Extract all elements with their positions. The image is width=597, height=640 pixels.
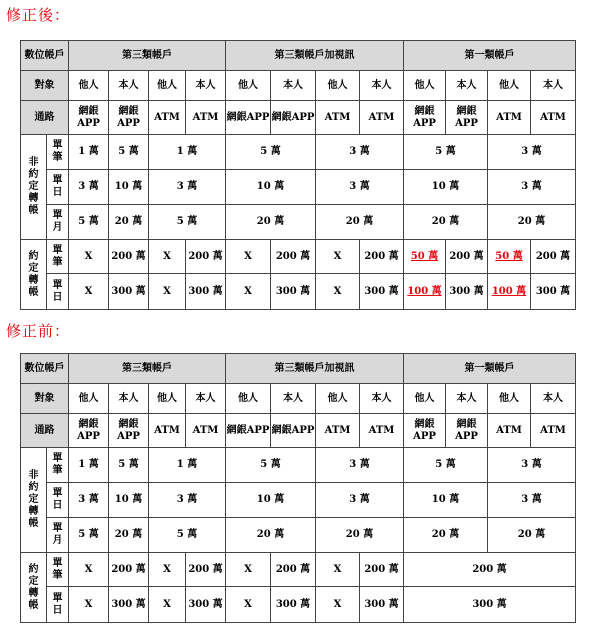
- limit-cell: 5 萬: [149, 518, 226, 553]
- channel-atm: ATM: [149, 414, 186, 448]
- object-other: 他人: [69, 384, 109, 414]
- channel-app: 網銀APP: [271, 101, 316, 135]
- limit-cell: 300 萬: [531, 274, 576, 310]
- limit-cell: 10 萬: [226, 170, 316, 205]
- object-other: 他人: [404, 384, 446, 414]
- channel-app: 網銀APP: [404, 101, 446, 135]
- limit-cell: 10 萬: [109, 170, 149, 205]
- class1-account-header: 第一類帳戶: [404, 41, 576, 71]
- limit-cell: 200 萬: [271, 240, 316, 274]
- object-self: 本人: [531, 71, 576, 101]
- object-self: 本人: [360, 384, 404, 414]
- limit-cell: 3 萬: [488, 483, 576, 518]
- limit-cell: 1 萬: [149, 448, 226, 483]
- object-label: 對象: [21, 384, 69, 414]
- limit-cell: 200 萬: [109, 553, 149, 587]
- limit-cell: X: [149, 240, 186, 274]
- object-other: 他人: [69, 71, 109, 101]
- limit-cell: 300 萬: [404, 587, 576, 623]
- object-self: 本人: [186, 71, 226, 101]
- limit-cell: X: [226, 553, 271, 587]
- limit-cell: X: [69, 587, 109, 623]
- channel-atm: ATM: [488, 101, 531, 135]
- limit-cell: 20 萬: [404, 518, 488, 553]
- single-txn-label: 單筆: [47, 135, 69, 170]
- channel-app: 網銀APP: [404, 414, 446, 448]
- limit-cell: 10 萬: [109, 483, 149, 518]
- limit-cell: 20 萬: [226, 518, 316, 553]
- changed-limit-cell: 50 萬: [404, 240, 446, 274]
- limit-cell: 300 萬: [109, 587, 149, 623]
- digital-account-header: 數位帳戶: [21, 41, 69, 71]
- single-txn-label: 單筆: [47, 553, 69, 587]
- channel-app: 網銀APP: [109, 101, 149, 135]
- limit-cell: 20 萬: [316, 518, 404, 553]
- limit-cell: 200 萬: [531, 240, 576, 274]
- limit-cell: 5 萬: [404, 135, 488, 170]
- object-other: 他人: [488, 384, 531, 414]
- after-heading: 修正後：: [6, 6, 71, 24]
- channel-atm: ATM: [186, 101, 226, 135]
- before-heading: 修正前：: [6, 322, 71, 340]
- channel-atm: ATM: [186, 414, 226, 448]
- single-day-label: 單日: [47, 587, 69, 623]
- limit-cell: 1 萬: [69, 448, 109, 483]
- channel-app: 網銀APP: [226, 414, 271, 448]
- channel-app: 網銀APP: [69, 414, 109, 448]
- before-limit-table: [20, 353, 576, 623]
- changed-limit-cell: 100 萬: [488, 274, 531, 310]
- limit-cell: 3 萬: [316, 170, 404, 205]
- channel-app: 網銀APP: [446, 414, 488, 448]
- limit-cell: 5 萬: [109, 448, 149, 483]
- object-self: 本人: [109, 384, 149, 414]
- object-other: 他人: [488, 71, 531, 101]
- agreed-transfer-label: 約定轉帳: [21, 553, 47, 623]
- limit-cell: 200 萬: [360, 553, 404, 587]
- limit-cell: X: [226, 240, 271, 274]
- limit-cell: X: [69, 240, 109, 274]
- limit-cell: 3 萬: [316, 135, 404, 170]
- limit-cell: 200 萬: [446, 240, 488, 274]
- object-self: 本人: [271, 384, 316, 414]
- channel-atm: ATM: [531, 101, 576, 135]
- single-day-label: 單日: [47, 170, 69, 205]
- object-other: 他人: [149, 71, 186, 101]
- object-other: 他人: [404, 71, 446, 101]
- limit-cell: 10 萬: [404, 483, 488, 518]
- limit-cell: 3 萬: [149, 170, 226, 205]
- limit-cell: 5 萬: [226, 135, 316, 170]
- object-self: 本人: [271, 71, 316, 101]
- limit-cell: 20 萬: [109, 518, 149, 553]
- limit-cell: 300 萬: [360, 587, 404, 623]
- changed-limit-cell: 100 萬: [404, 274, 446, 310]
- limit-cell: 200 萬: [186, 240, 226, 274]
- limit-cell: X: [316, 553, 360, 587]
- object-other: 他人: [316, 384, 360, 414]
- limit-cell: X: [69, 553, 109, 587]
- limit-cell: 10 萬: [404, 170, 488, 205]
- limit-cell: X: [316, 587, 360, 623]
- limit-cell: 3 萬: [488, 448, 576, 483]
- non-agreed-transfer-label: 非約定轉帳: [21, 135, 47, 240]
- single-day-label: 單日: [47, 483, 69, 518]
- object-self: 本人: [531, 384, 576, 414]
- limit-cell: 20 萬: [488, 518, 576, 553]
- channel-app: 網銀APP: [271, 414, 316, 448]
- changed-limit-cell: 50 萬: [488, 240, 531, 274]
- limit-cell: 5 萬: [149, 205, 226, 240]
- single-month-label: 單月: [47, 518, 69, 553]
- channel-label: 通路: [21, 414, 69, 448]
- agreed-transfer-label: 約定轉帳: [21, 240, 47, 310]
- limit-cell: X: [149, 274, 186, 310]
- limit-cell: 3 萬: [488, 170, 576, 205]
- limit-cell: 20 萬: [488, 205, 576, 240]
- limit-cell: 3 萬: [316, 483, 404, 518]
- limit-cell: X: [226, 274, 271, 310]
- limit-cell: 300 萬: [446, 274, 488, 310]
- object-other: 他人: [316, 71, 360, 101]
- limit-cell: 200 萬: [109, 240, 149, 274]
- limit-cell: 3 萬: [69, 483, 109, 518]
- channel-atm: ATM: [149, 101, 186, 135]
- limit-cell: 10 萬: [226, 483, 316, 518]
- limit-cell: 5 萬: [226, 448, 316, 483]
- channel-app: 網銀APP: [446, 101, 488, 135]
- channel-atm: ATM: [488, 414, 531, 448]
- non-agreed-transfer-label: 非約定轉帳: [21, 448, 47, 553]
- limit-cell: 5 萬: [109, 135, 149, 170]
- limit-cell: 300 萬: [360, 274, 404, 310]
- limit-cell: X: [149, 553, 186, 587]
- limit-cell: 300 萬: [271, 274, 316, 310]
- limit-cell: 20 萬: [404, 205, 488, 240]
- limit-cell: 20 萬: [226, 205, 316, 240]
- channel-app: 網銀APP: [109, 414, 149, 448]
- digital-account-header: 數位帳戶: [21, 354, 69, 384]
- class3-account-header: 第三類帳戶: [69, 354, 226, 384]
- limit-cell: 20 萬: [109, 205, 149, 240]
- channel-atm: ATM: [360, 101, 404, 135]
- limit-cell: 200 萬: [360, 240, 404, 274]
- single-month-label: 單月: [47, 205, 69, 240]
- channel-label: 通路: [21, 101, 69, 135]
- limit-cell: X: [316, 240, 360, 274]
- limit-cell: 3 萬: [69, 170, 109, 205]
- limit-cell: 20 萬: [316, 205, 404, 240]
- channel-atm: ATM: [316, 414, 360, 448]
- limit-cell: 200 萬: [404, 553, 576, 587]
- channel-app: 網銀APP: [226, 101, 271, 135]
- object-other: 他人: [149, 384, 186, 414]
- after-limit-table: [20, 40, 576, 310]
- limit-cell: 3 萬: [316, 448, 404, 483]
- limit-cell: 1 萬: [149, 135, 226, 170]
- object-self: 本人: [109, 71, 149, 101]
- limit-cell: 300 萬: [186, 587, 226, 623]
- single-txn-label: 單筆: [47, 240, 69, 274]
- limit-cell: 200 萬: [271, 553, 316, 587]
- limit-cell: 300 萬: [271, 587, 316, 623]
- class3-account-header: 第三類帳戶: [69, 41, 226, 71]
- channel-app: 網銀APP: [69, 101, 109, 135]
- channel-atm: ATM: [531, 414, 576, 448]
- single-txn-label: 單筆: [47, 448, 69, 483]
- object-other: 他人: [226, 71, 271, 101]
- limit-cell: 3 萬: [149, 483, 226, 518]
- channel-atm: ATM: [360, 414, 404, 448]
- limit-cell: 200 萬: [186, 553, 226, 587]
- limit-cell: X: [69, 274, 109, 310]
- object-self: 本人: [446, 71, 488, 101]
- object-self: 本人: [186, 384, 226, 414]
- object-self: 本人: [446, 384, 488, 414]
- class1-account-header: 第一類帳戶: [404, 354, 576, 384]
- limit-cell: X: [149, 587, 186, 623]
- limit-cell: X: [316, 274, 360, 310]
- limit-cell: 3 萬: [488, 135, 576, 170]
- class3-video-account-header: 第三類帳戶加視訊: [226, 354, 404, 384]
- limit-cell: 5 萬: [404, 448, 488, 483]
- limit-cell: 1 萬: [69, 135, 109, 170]
- object-label: 對象: [21, 71, 69, 101]
- limit-cell: X: [226, 587, 271, 623]
- limit-cell: 300 萬: [109, 274, 149, 310]
- limit-cell: 5 萬: [69, 518, 109, 553]
- class3-video-account-header: 第三類帳戶加視訊: [226, 41, 404, 71]
- object-other: 他人: [226, 384, 271, 414]
- object-self: 本人: [360, 71, 404, 101]
- limit-cell: 300 萬: [186, 274, 226, 310]
- limit-cell: 5 萬: [69, 205, 109, 240]
- channel-atm: ATM: [316, 101, 360, 135]
- single-day-label: 單日: [47, 274, 69, 310]
